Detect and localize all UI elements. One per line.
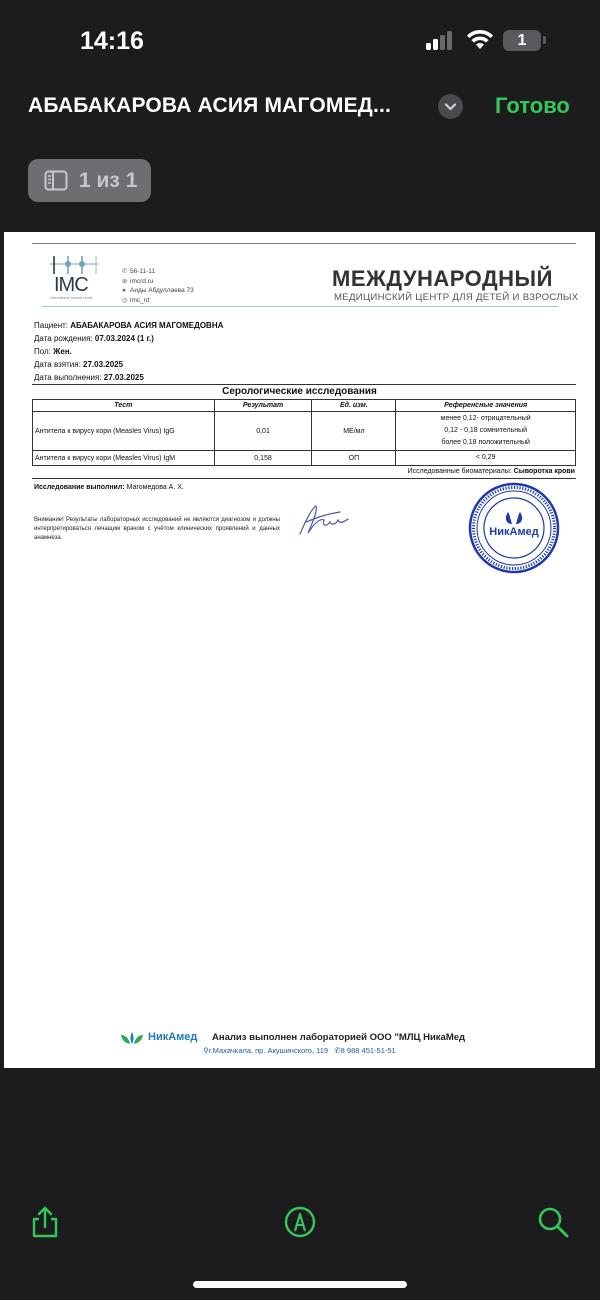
page-indicator[interactable] — [28, 159, 151, 202]
column-header: Тест — [33, 400, 215, 412]
table-title: Серологические исследования — [222, 386, 377, 397]
table-row — [33, 412, 576, 451]
unit: МЕ/мл — [312, 412, 396, 451]
footer-brand: НикАмед — [148, 1031, 198, 1043]
reference-values: менее 0,12- отрицательный 0,12 - 0,18 сомнительный более 0,18 положительный — [396, 412, 576, 451]
markup-icon[interactable] — [283, 1205, 317, 1239]
phone-icon: ✆ — [334, 1046, 341, 1055]
performed-by: Исследование выполнил: Магомедова А. Х. — [34, 484, 184, 491]
share-icon[interactable] — [28, 1205, 62, 1239]
imc-logo-text: IMC — [54, 274, 88, 296]
unit: ОП — [312, 451, 396, 466]
center-title: МЕЖДУНАРОДНЫЙ — [332, 266, 553, 291]
search-icon[interactable] — [536, 1205, 570, 1239]
column-header: Результат — [214, 400, 312, 412]
status-time: 14:16 — [80, 27, 144, 55]
page-indicator-label: 1 из 1 — [79, 169, 138, 192]
center-subtitle: МЕДИЦИНСКИЙ ЦЕНТР ДЛЯ ДЕТЕЙ И ВЗРОСЛЫХ — [334, 292, 579, 303]
contacts: ✆ 56-11-11 ⊕ imcrd.ru ● Аиды Абдуллаева 73 ◎ imc_rd — [122, 268, 194, 304]
globe-icon: ⊕ — [122, 277, 128, 285]
nav-bar — [0, 84, 600, 130]
chevron-down-icon[interactable] — [438, 94, 463, 119]
location-icon: ● — [122, 287, 126, 294]
test-name: Антитела к вирусу кори (Measles Virus) IgM — [33, 451, 215, 466]
date-taken: 27.03.2025 — [83, 360, 124, 369]
cellular-signal-icon — [426, 30, 458, 50]
results-table — [32, 399, 576, 466]
divider — [32, 384, 576, 385]
bottom-toolbar — [0, 1195, 600, 1255]
warning-text: Внимание! Результаты лабораторных исследований не являются диагнозом и должны интерпретироваться лечащим врачом с учётом клинических проявлений и данных анамнеза. — [34, 517, 280, 541]
document-title: АБАБАКАРОВА АСИЯ МАГОМЕД... — [28, 94, 392, 117]
divider — [42, 306, 558, 307]
signature-image — [296, 500, 356, 540]
result-value: 0,158 — [214, 451, 312, 466]
reference-values: < 0,29 — [396, 451, 576, 466]
imc-logo-subtext: international medical center — [50, 296, 93, 300]
clinic-stamp — [468, 482, 560, 574]
wifi-icon — [466, 28, 494, 50]
battery-icon: 1 — [503, 30, 541, 51]
column-header: Референсные значения — [396, 400, 576, 412]
instagram-icon: ◎ — [122, 296, 128, 304]
biomaterial: Исследованные биоматериалы: Сыворотка крови — [407, 468, 575, 475]
result-value: 0,01 — [214, 412, 312, 451]
done-button[interactable]: Готово — [495, 93, 570, 118]
footer-lab: Анализ выполнен лабораторией ООО "МЛЦ НикаМед — [212, 1032, 466, 1043]
column-header: Ед. изм. — [312, 400, 396, 412]
svg-text:НикАмед: НикАмед — [489, 526, 539, 538]
table-row — [33, 451, 576, 466]
phone-icon: ✆ — [122, 268, 128, 275]
divider — [32, 478, 576, 479]
footer-address: ⚲г.Махачкала, пр. Акушинского, 119 ✆8 988 451-51-51 — [203, 1046, 396, 1055]
test-name: Антитела к вирусу кори (Measles Virus) IgG — [33, 412, 215, 451]
birth-date: 07.03.2024 (1 г.) — [94, 334, 154, 343]
document-page[interactable] — [4, 232, 595, 1068]
home-indicator[interactable] — [193, 1281, 407, 1288]
patient-info: Пациент: АБАБАКАРОВА АСИЯ МАГОМЕДОВНА Дата рождения: 07.03.2024 (1 г.) Пол: Жен. Дата взятия: 27.03.2025 Дата выполнения: 27.03.2025 — [34, 321, 224, 382]
status-bar — [0, 0, 600, 80]
location-icon: ⚲ — [203, 1046, 209, 1055]
nikamed-logo — [119, 1031, 145, 1045]
sidebar-icon — [44, 170, 68, 191]
table-header-row — [33, 400, 576, 412]
divider — [32, 243, 576, 244]
date-done: 27.03.2025 — [103, 373, 144, 382]
sex: Жен. — [53, 347, 72, 356]
patient-name: АБАБАКАРОВА АСИЯ МАГОМЕДОВНА — [70, 321, 224, 330]
